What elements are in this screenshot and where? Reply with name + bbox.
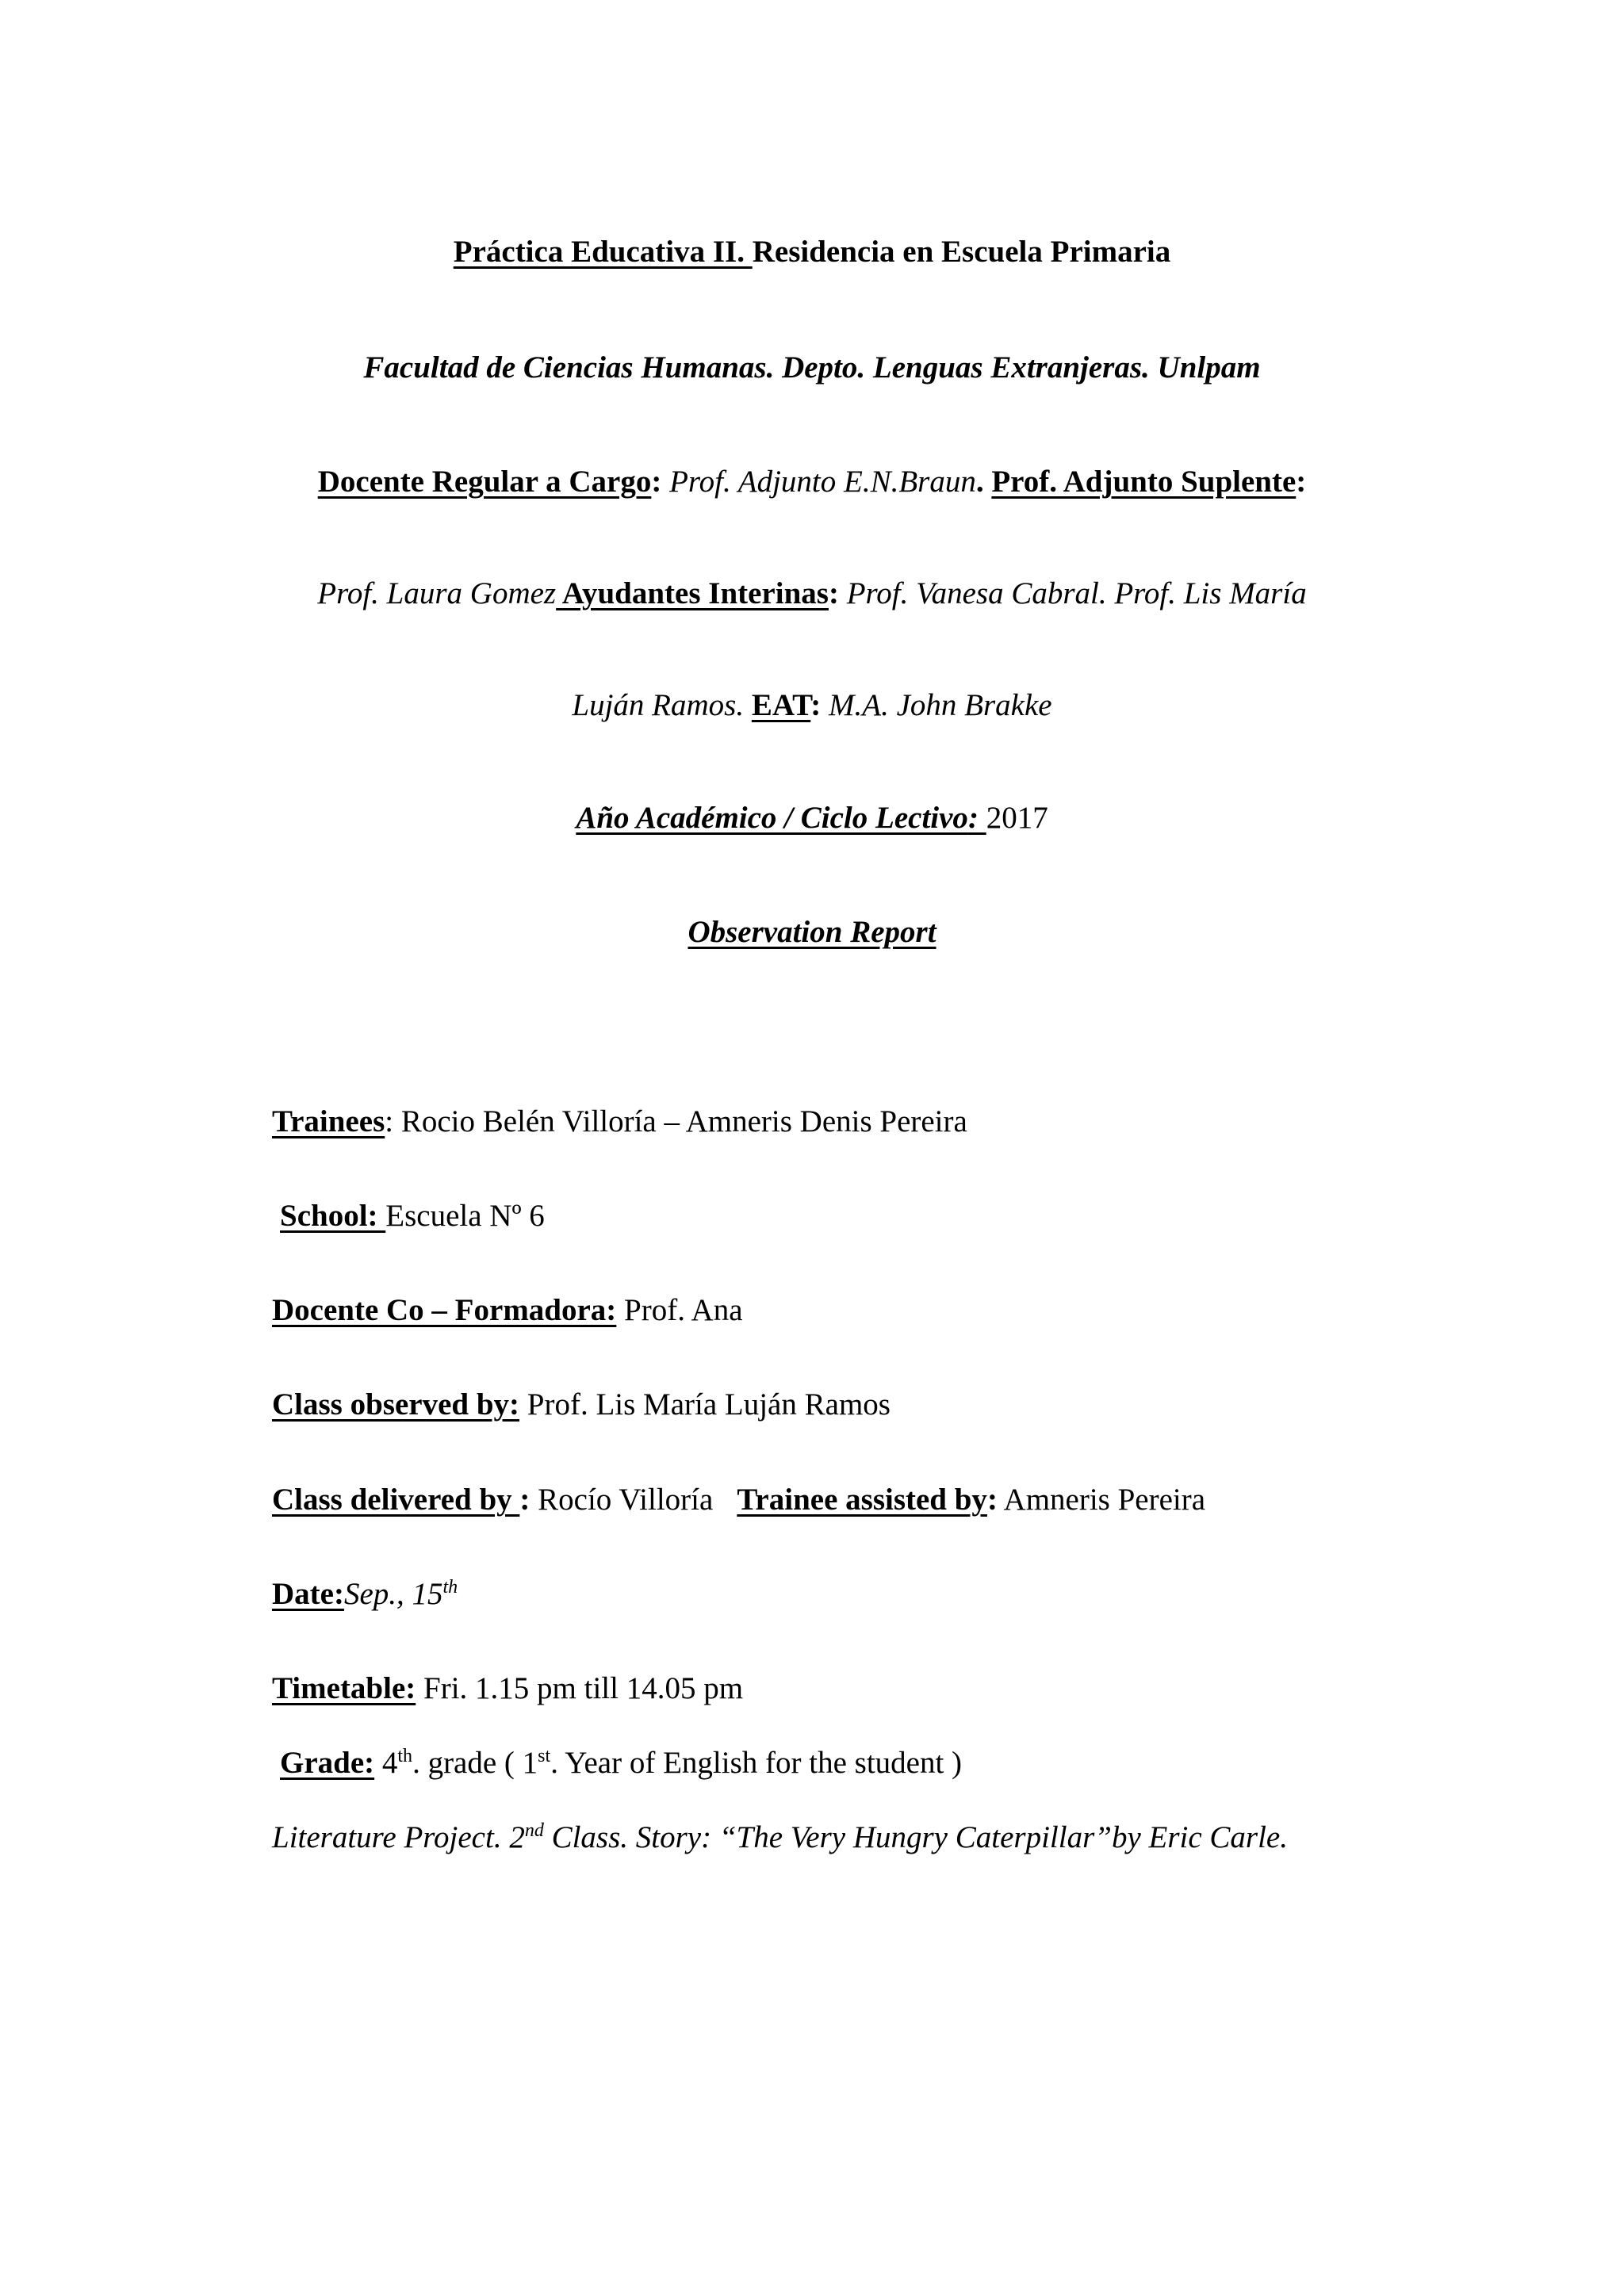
course-subtitle: Residencia en Escuela Primaria: [752, 235, 1171, 269]
grade-line: Grade: 4th. grade ( 1st. Year of English for the student ): [280, 1746, 963, 1780]
grade-label: Grade:: [280, 1746, 375, 1780]
suplente-value: Prof. Laura Gomez: [317, 576, 557, 610]
date-value: Sep., 15: [343, 1577, 443, 1611]
docente-co-value: Prof. Ana: [616, 1293, 743, 1327]
trainees-label: Trainees: [272, 1104, 385, 1138]
assisted-by-label: Trainee assisted by: [737, 1483, 987, 1517]
course-title: Práctica Educativa II.: [453, 235, 753, 269]
school-label: School:: [280, 1199, 386, 1233]
date-label: Date:: [272, 1577, 344, 1611]
trainees-line: Trainees: Rocio Belén Villoría – Amneris Denis Pereira: [272, 1104, 967, 1138]
docente-co-label: Docente Co – Formadora:: [272, 1293, 617, 1327]
faculty-line: Facultad de Ciencias Humanas. Depto. Lenguas Extranjeras. Unlpam: [363, 350, 1261, 385]
date-line: Date:Sep., 15th: [272, 1577, 458, 1611]
academic-year-label: Año Académico / Ciclo Lectivo: [576, 801, 968, 835]
report-title: Observation Report: [688, 915, 936, 949]
school-value: Escuela Nº 6: [385, 1199, 545, 1233]
school-line: [280, 1196, 545, 1237]
delivered-by-line: Class delivered by : Rocío Villoría Trainee assisted by: Amneris Pereira: [272, 1483, 1206, 1517]
trainees-value: Rocio Belén Villoría – Amneris Denis Pereira: [400, 1104, 967, 1138]
suplente-label: Prof. Adjunto Suplente: [991, 465, 1297, 499]
academic-year-line: Año Académico / Ciclo Lectivo: 2017: [576, 801, 1048, 835]
docente-line: Docente Regular a Cargo: Prof. Adjunto E.N.Braun. Prof. Adjunto Suplente:: [317, 465, 1307, 499]
academic-year-value: 2017: [986, 801, 1048, 835]
literature-line: Literature Project. 2nd Class. Story: “The Very Hungry Caterpillar”by Eric Carle.: [272, 1820, 1288, 1854]
eat-value: M.A. John Brakke: [821, 688, 1052, 722]
delivered-by-label: Class delivered by: [272, 1483, 520, 1517]
observed-by-line: [272, 1384, 891, 1425]
ayudantes-label: Ayudantes Interinas: [556, 576, 829, 610]
timetable-label: Timetable:: [272, 1671, 416, 1705]
timetable-value: Fri. 1.15 pm till 14.05 pm: [416, 1671, 744, 1705]
timetable-line: [272, 1668, 743, 1709]
ayudantes-line: Prof. Laura Gomez Ayudantes Interinas: Prof. Vanesa Cabral. Prof. Lis María: [317, 576, 1307, 610]
docente-co-line: [272, 1290, 743, 1331]
eat-line: Luján Ramos. EAT: M.A. John Brakke: [572, 688, 1052, 722]
literature-value: Class. Story: “The Very Hungry Caterpillar”by Eric Carle.: [543, 1820, 1288, 1854]
docente-value: Prof. Adjunto E.N.Braun: [661, 465, 976, 499]
ayudantes-value-cont: Luján Ramos.: [572, 688, 752, 722]
observed-by-label: Class observed by:: [272, 1387, 520, 1422]
eat-label: EAT: [751, 688, 811, 722]
docente-label: Docente Regular a Cargo: [317, 465, 652, 499]
course-title-line: [0, 232, 1624, 273]
observed-by-value: Prof. Lis María Luján Ramos: [519, 1387, 891, 1422]
ayudantes-value: Prof. Vanesa Cabral. Prof. Lis María: [838, 576, 1307, 610]
grade-value: . Year of English for the student ): [550, 1746, 963, 1780]
delivered-by-value: Rocío Villoría: [538, 1483, 714, 1517]
assisted-by-value: Amneris Pereira: [997, 1483, 1206, 1517]
